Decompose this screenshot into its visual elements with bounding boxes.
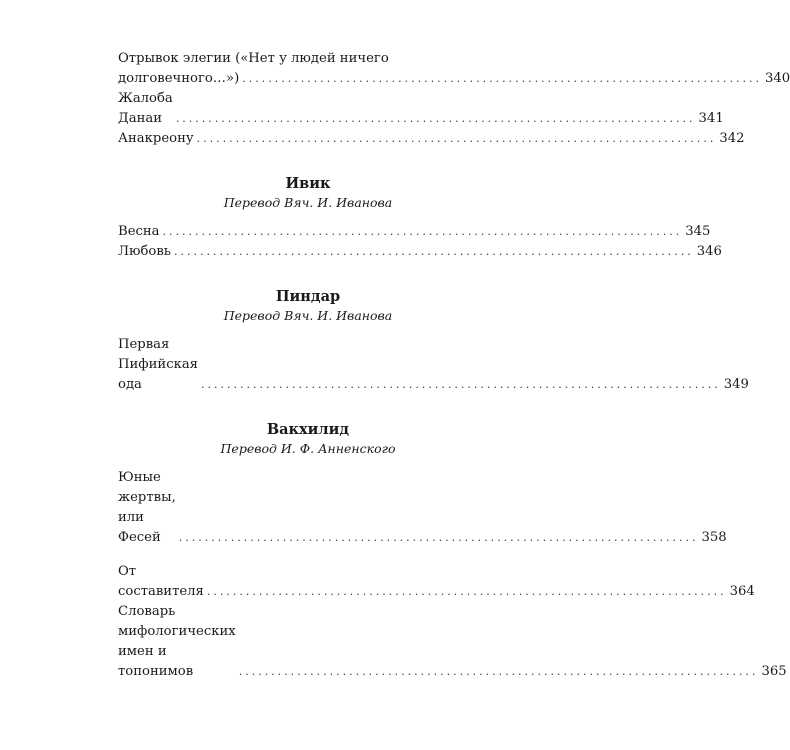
toc-entry[interactable] xyxy=(118,468,727,548)
toc-entry[interactable] xyxy=(118,49,790,89)
toc-page-number: 346 xyxy=(696,244,722,259)
toc-entry-title: Словарь мифологических имен и топонимов xyxy=(118,604,236,679)
toc-section-bacchylides xyxy=(118,420,727,548)
leader-dots: ................................................................................ xyxy=(196,132,717,145)
leader-dots: ................................................................................ xyxy=(206,585,727,598)
toc-entry-title: От составителя xyxy=(118,564,204,599)
toc-entry[interactable] xyxy=(118,242,722,262)
toc-page-number: 364 xyxy=(729,584,755,599)
toc-group-continuation xyxy=(118,49,790,149)
toc-page-number: 365 xyxy=(761,664,787,679)
toc-section-pindar xyxy=(118,287,749,395)
toc-entry-title: Любовь xyxy=(118,244,171,259)
toc-entry[interactable] xyxy=(118,222,711,242)
toc-entry[interactable] xyxy=(118,562,755,602)
section-author: Вакхилид xyxy=(266,421,350,438)
leader-dots: ................................................................................ xyxy=(201,378,721,391)
toc-entry-title: Юные жертвы, или Фесей xyxy=(118,470,176,545)
toc-page-number: 358 xyxy=(701,530,727,545)
toc-page-number: 340 xyxy=(764,71,790,86)
toc-page-number: 349 xyxy=(723,377,749,392)
toc-entry[interactable] xyxy=(118,129,745,149)
toc-entry-title: Отрывок элегии («Нет у людей ничего xyxy=(118,51,389,66)
leader-dots: ................................................................................ xyxy=(238,665,759,678)
toc-entry[interactable] xyxy=(118,602,787,682)
section-translator: Перевод Вяч. И. Иванова xyxy=(223,195,393,210)
toc-back-matter xyxy=(118,562,787,682)
toc-entry-line xyxy=(118,69,790,89)
toc-entry-title: Жалоба Данаи xyxy=(118,91,173,126)
table-of-contents xyxy=(118,49,790,682)
toc-entry[interactable] xyxy=(118,335,749,395)
toc-page-number: 342 xyxy=(719,131,745,146)
toc-page-number: 345 xyxy=(685,224,711,239)
toc-entry-title: Весна xyxy=(118,224,160,239)
leader-dots: ................................................................................ xyxy=(173,245,694,258)
toc-entry-title-cont: долговечного…») xyxy=(118,71,240,86)
section-author: Ивик xyxy=(285,175,331,192)
section-translator: Перевод И. Ф. Анненского xyxy=(220,441,396,456)
toc-page-number: 341 xyxy=(698,111,724,126)
toc-entry[interactable] xyxy=(118,89,724,129)
leader-dots: ................................................................................ xyxy=(242,72,762,85)
section-author: Пиндар xyxy=(275,288,341,305)
section-translator: Перевод Вяч. И. Иванова xyxy=(223,308,393,323)
leader-dots: ................................................................................ xyxy=(175,112,696,125)
leader-dots: ................................................................................ xyxy=(162,225,683,238)
toc-entry-title: Первая Пифийская ода xyxy=(118,337,199,392)
toc-entry-title: Анакреону xyxy=(118,131,194,146)
toc-section-ibycus xyxy=(118,174,722,262)
leader-dots: ................................................................................ xyxy=(178,531,699,544)
